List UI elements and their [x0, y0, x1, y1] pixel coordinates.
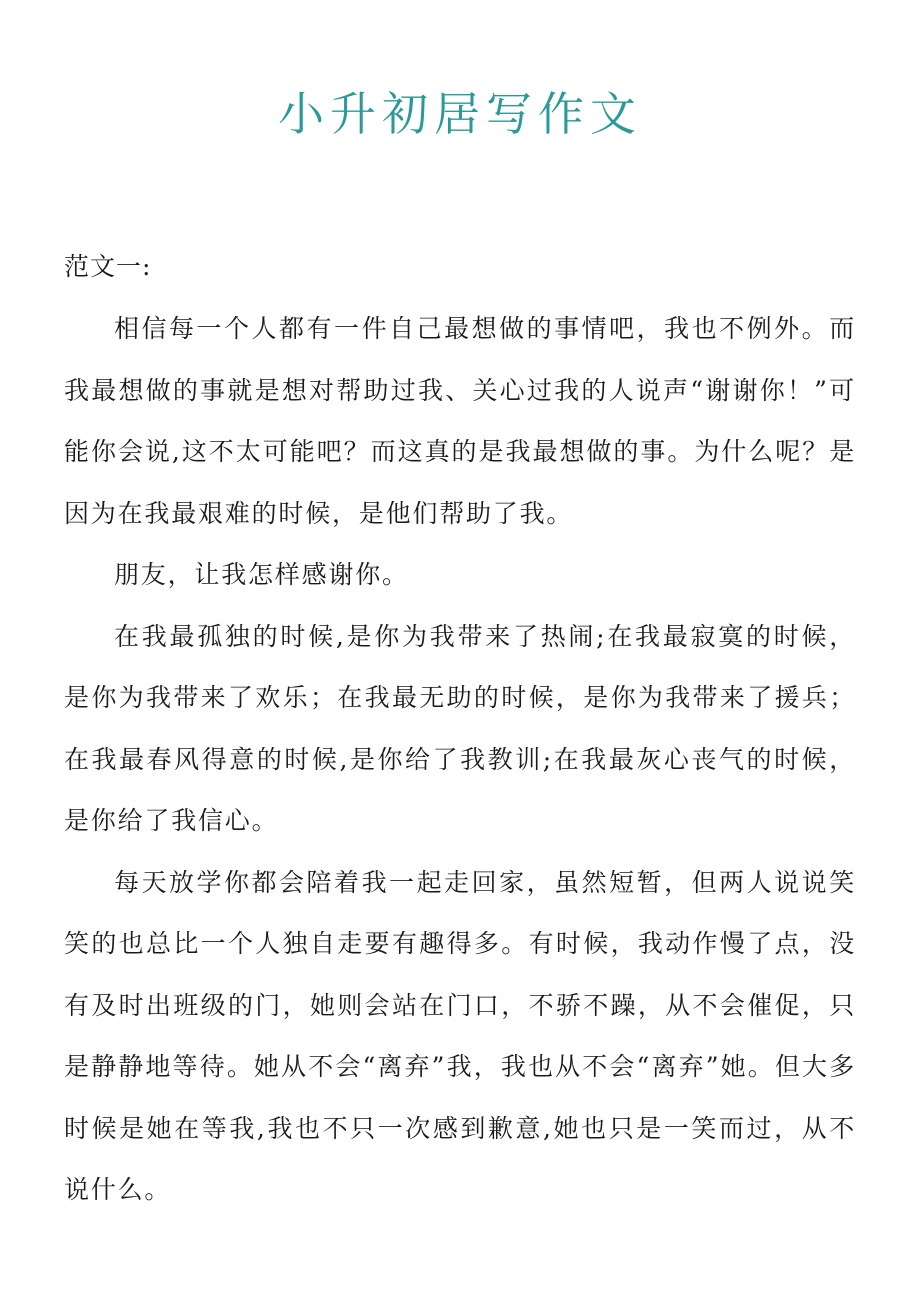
paragraph-2: 朋友，让我怎样感谢你。 — [114, 560, 409, 589]
paragraph-3: 在我最孤独的时候,是你为我带来了热闹;在我最寂寞的时候，是你为我带来了欢乐；在我最无助的时候，是你为我带来了援兵；在我最春风得意的时候,是你给了我教训;在我最灰心丧气的时候，是你给了我信心。 — [64, 621, 856, 835]
document-body — [64, 236, 856, 1221]
document-title: 小升初居写作文 — [278, 87, 642, 141]
section-label: 范文一: — [64, 252, 152, 281]
paragraph-4: 每天放学你都会陪着我一起走回家，虽然短暂，但两人说说笑笑的也总比一个人独自走要有趣得多。有时候，我动作慢了点，没有及时出班级的门，她则会站在门口，不骄不躁，从不会催促，只是静静地等待。她从不会“离弃”我，我也从不会“离弃”她。但大多时候是她在等我,我也不只一次感到歉意,她也只是一笑而过，从不说什么。 — [64, 867, 856, 1204]
paragraph-1: 相信每一个人都有一件自己最想做的事情吧，我也不例外。而我最想做的事就是想对帮助过我、关心过我的人说声“谢谢你！”可能你会说,这不太可能吧？而这真的是我最想做的事。为什么呢？是因为在我最艰难的时候，是他们帮助了我。 — [64, 314, 856, 528]
